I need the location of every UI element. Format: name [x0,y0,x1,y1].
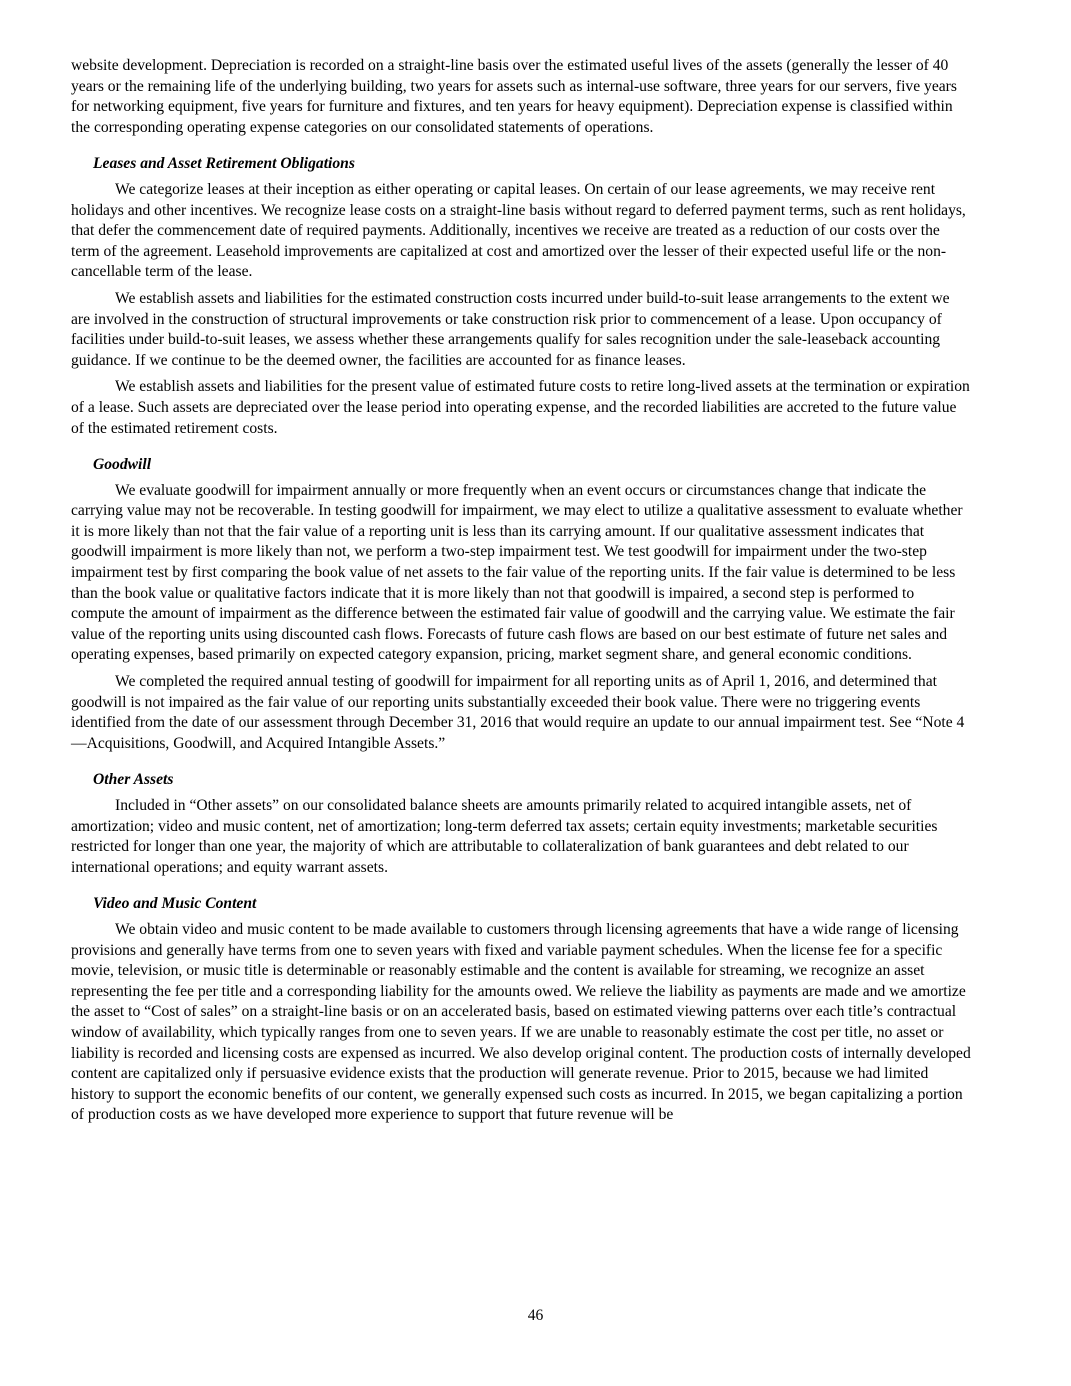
document-page [71,56,971,1132]
goodwill-paragraph-1: We evaluate goodwill for impairment annually or more frequently when an event occurs or circumstances change that indicate the carrying value may not be recoverable. In testing goodwill for impairment, we may elect to utilize a qualitative assessment to evaluate whether it is more likely than not that the fair value of a reporting unit is less than its carrying amount. If our qualitative assessment indicates that goodwill impairment is more likely than not, we perform a two-step impairment test. We test goodwill for impairment under the two-step impairment test by first comparing the book value of net assets to the fair value of the reporting units. If the fair value is determined to be less than the book value or qualitative factors indicate that it is more likely than not that goodwill is impaired, a second step is performed to compute the amount of impairment as the difference between the estimated fair value of goodwill and the carrying value. We estimate the fair value of the reporting units using discounted cash flows. Forecasts of future cash flows are based on our best estimate of future net sales and operating expenses, based primarily on expected category expansion, pricing, market segment share, and general economic conditions. [71,481,963,664]
goodwill-paragraph-2: We completed the required annual testing of goodwill for impairment for all reporting units as of April 1, 2016, and determined that goodwill is not impaired as the fair value of our reporting units substantially exceeded their book value. There were no triggering events identified from the date of our assessment through December 31, 2016 that would require an update to our annual impairment test. See “Note 4—Acquisitions, Goodwill, and Acquired Intangible Assets.” [71,673,965,752]
section-heading-other-assets: Other Assets [93,771,174,789]
intro-paragraph: website development. Depreciation is recorded on a straight-line basis over the estimated useful lives of the assets (generally the lesser of 40 years or the remaining life of the underlying building, two years for assets such as internal-use software, three years for our servers, five years for networking equipment, five years for furniture and fixtures, and ten years for heavy equipment). Depreciation expense is classified within the corresponding operating expense categories on our consolidated statements of operations. [71,57,957,136]
section-heading-video-music-content: Video and Music Content [93,895,257,913]
leases-paragraph-1: We categorize leases at their inception as either operating or capital leases. On certain of our lease agreements, we may receive rent holidays and other incentives. We recognize lease costs on a straight-line basis without regard to deferred payment terms, such as rent holidays, that defer the commencement date of required payments. Additionally, incentives we receive are treated as a reduction of our costs over the term of the agreement. Leasehold improvements are capitalized at cost and amortized over the lesser of their expected useful life or the non-cancellable term of the lease. [71,180,966,281]
other-assets-paragraph-1: Included in “Other assets” on our consolidated balance sheets are amounts primarily related to acquired intangible assets, net of amortization; video and music content, net of amortization; long-term deferred tax assets; certain equity investments; marketable securities restricted for longer than one year, the majority of which are attributable to collateralization of bank guarantees and debt related to our international operations; and equity warrant assets. [71,797,938,876]
leases-paragraph-3: We establish assets and liabilities for the present value of estimated future costs to retire long-lived assets at the termination or expiration of a lease. Such assets are depreciated over the lease period into operating expense, and the recorded liabilities are accreted to the future value of the estimated retirement costs. [71,378,970,437]
section-heading-leases: Leases and Asset Retirement Obligations [93,155,355,173]
video-music-paragraph-1: We obtain video and music content to be made available to customers through licensing agreements that have a wide range of licensing provisions and generally have terms from one to seven years with fixed and variable payment schedules. When the license fee for a specific movie, television, or music title is determinable or reasonably estimable and the content is available for streaming, we recognize an asset representing the fee per title and a corresponding liability for the amounts owed. We relieve the liability as payments are made and we amortize the asset to “Cost of sales” on a straight-line basis or on an accelerated basis, based on estimated viewing patterns over each title’s contractual window of availability, which typically ranges from one to seven years. If we are unable to reasonably estimate the cost per title, no asset or liability is recorded and licensing costs are expensed as incurred. We also develop original content. The production costs of internally developed content are capitalized only if persuasive evidence exists that the production will generate revenue. Prior to 2015, because we had limited history to support the economic benefits of our content, we generally expensed such costs as incurred. In 2015, we began capitalizing a portion of production costs as we have developed more experience to support that future revenue will be [71,920,971,1124]
section-heading-goodwill: Goodwill [93,456,152,474]
leases-paragraph-2: We establish assets and liabilities for the estimated construction costs incurred under build-to-suit lease arrangements to the extent we are involved in the construction of structural improvements or take construction risk prior to commencement of a lease. Upon occupancy of facilities under build-to-suit leases, we assess whether these arrangements qualify for sales recognition under the sale-leaseback accounting guidance. If we continue to be the deemed owner, the facilities are accounted for as finance leases. [71,289,950,369]
page-number: 46 [527,1307,544,1324]
